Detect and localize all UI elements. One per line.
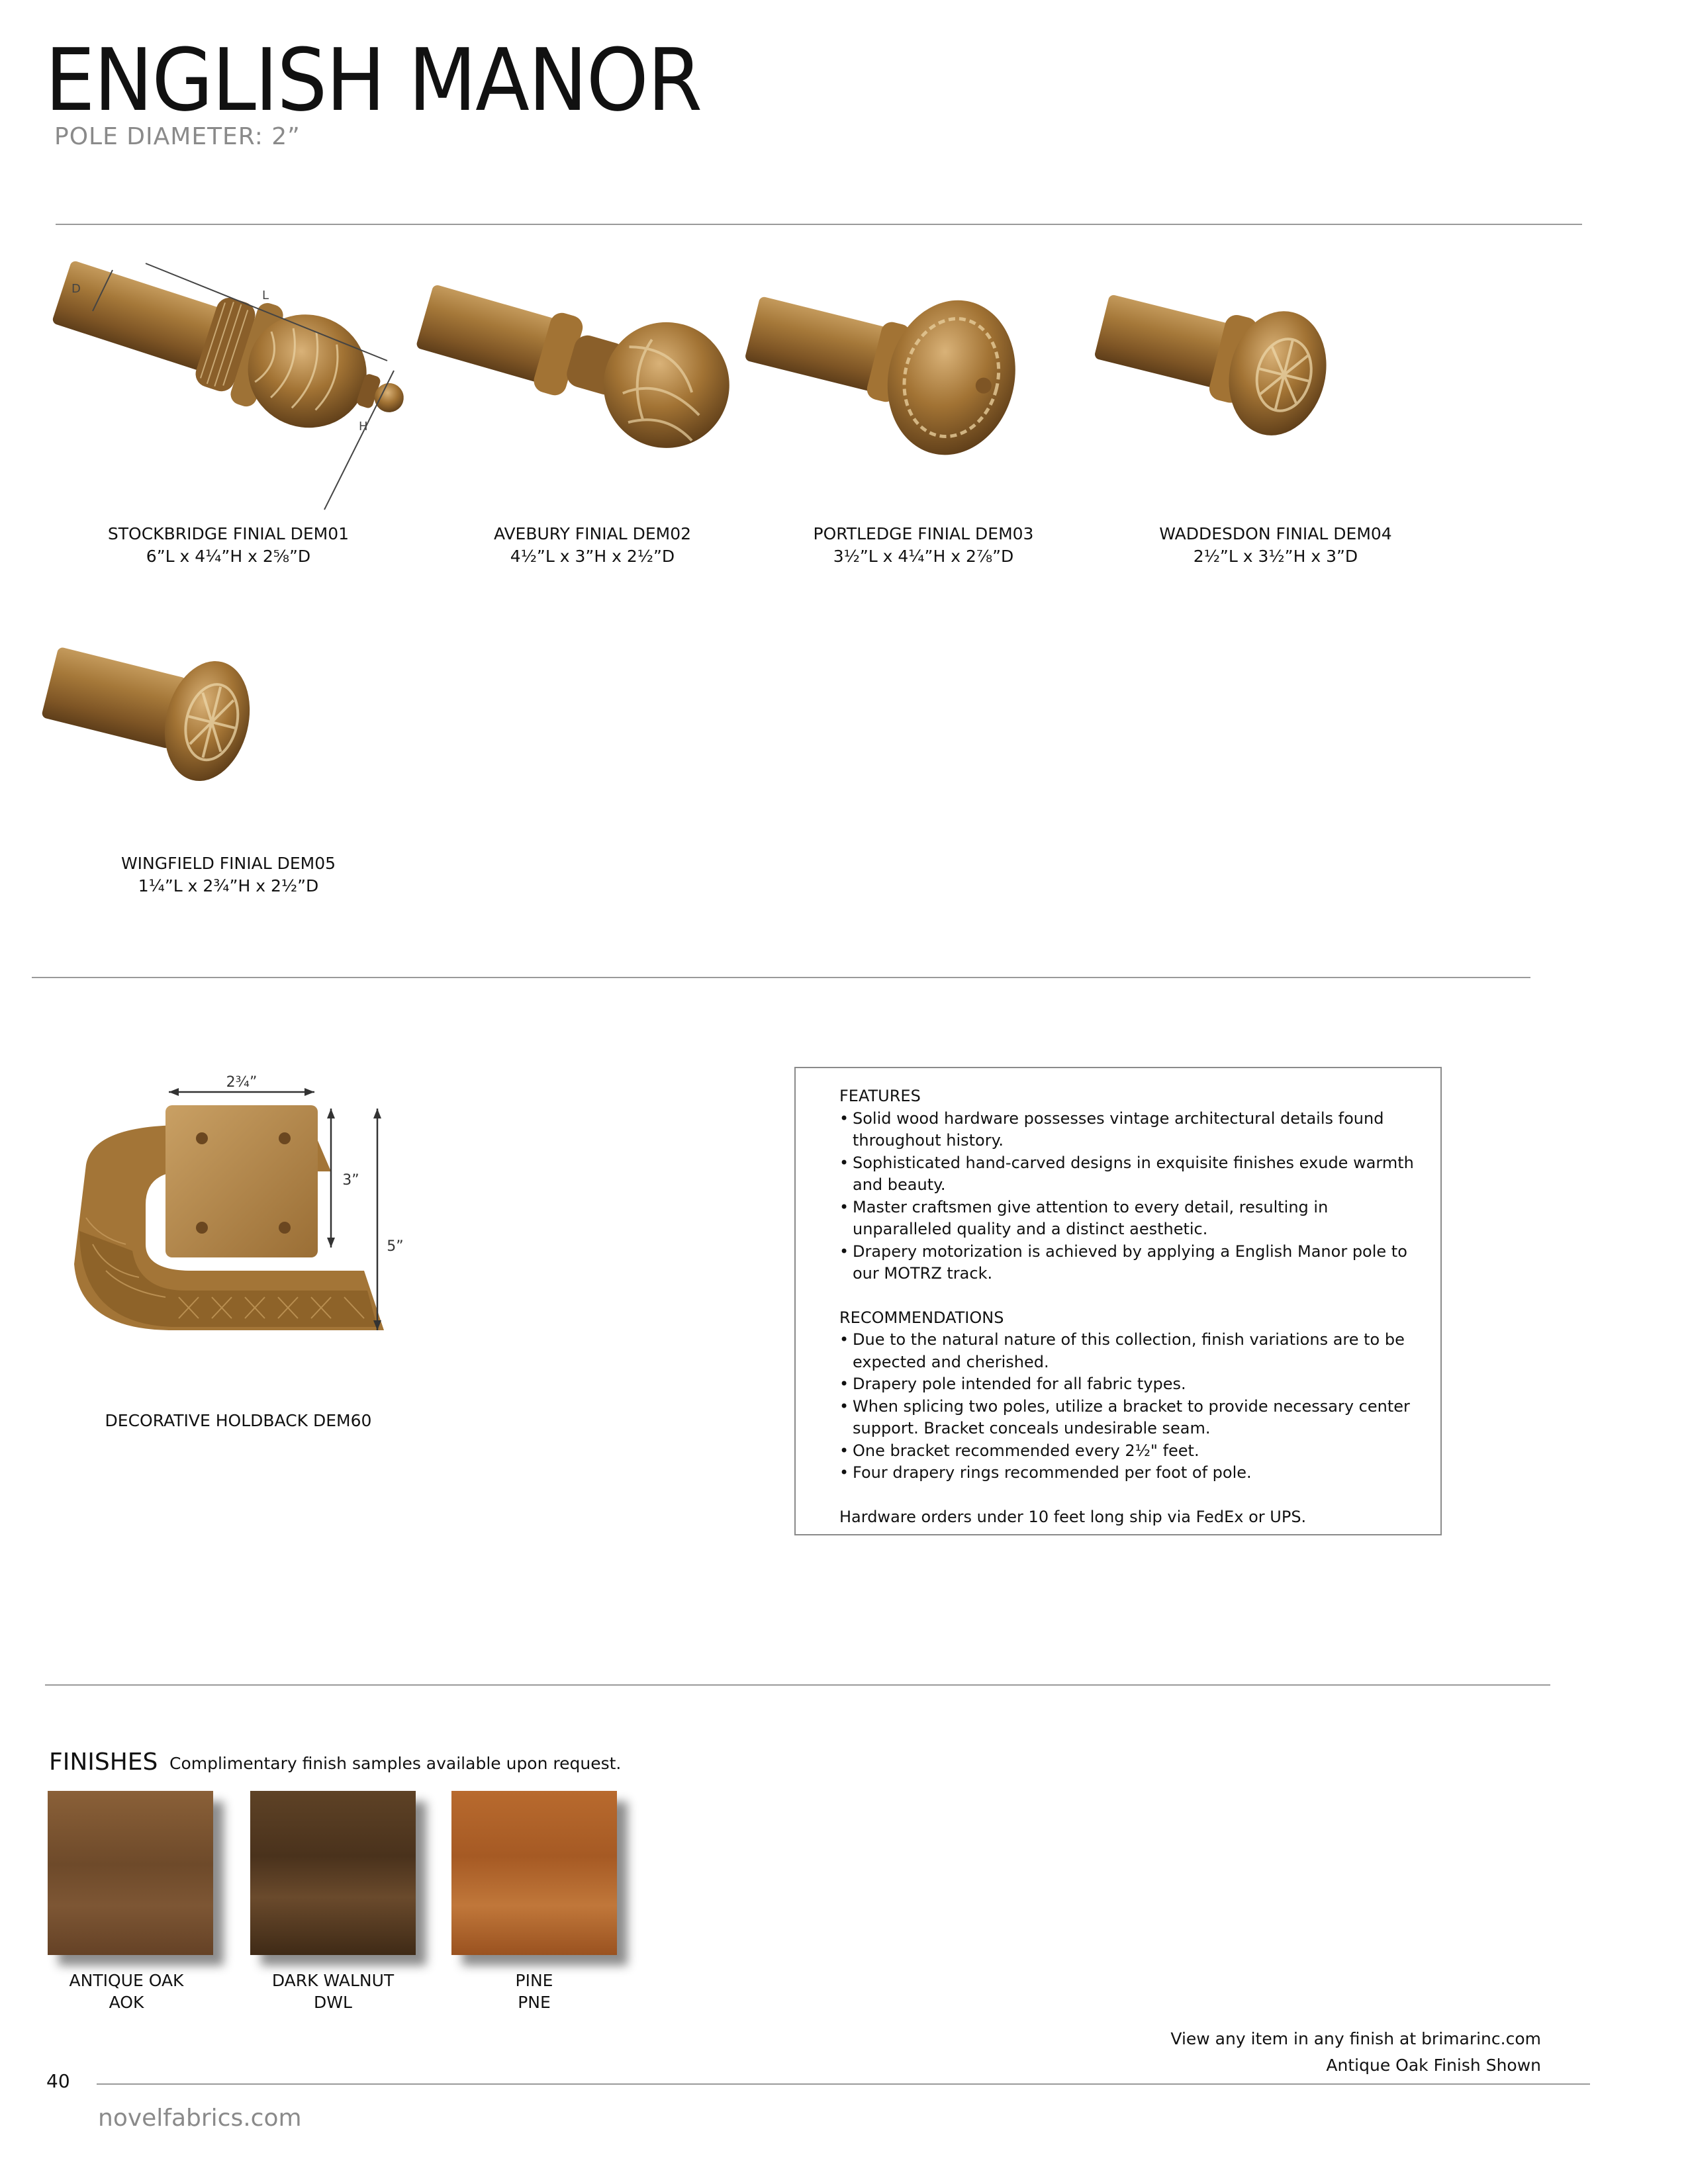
recommendation-item: • When splicing two poles, utilize a bracket to provide necessary center support. Bracket conceals undesirable seam. [839, 1396, 1421, 1440]
finial-name: WADDESDON FINIAL DEM04 [1159, 524, 1392, 543]
finishes-title: FINISHES [49, 1749, 158, 1776]
page-title: ENGLISH MANOR [45, 30, 702, 130]
recommendations-heading: RECOMMENDATIONS [839, 1308, 1004, 1327]
avebury-finial-image [424, 285, 755, 496]
recommendation-item: • Four drapery rings recommended per foot of pole. [839, 1462, 1421, 1484]
swatch-pine [451, 1791, 617, 1955]
stockbridge-finial-image [53, 258, 424, 523]
finial-name: PORTLEDGE FINIAL DEM03 [813, 524, 1034, 543]
finish-name: DARK WALNUT [271, 1971, 395, 1990]
divider-footer [97, 2083, 1590, 2085]
feature-item: • Sophisticated hand-carved designs in exquisite finishes exude warmth and beauty. [839, 1152, 1421, 1197]
finial-caption-2 [460, 523, 725, 568]
swatch-antique-oak [48, 1791, 213, 1955]
finial-dims: 6”L x 4¼”H x 2⅝”D [146, 547, 311, 566]
finish-code: DWL [314, 1993, 352, 2012]
height-label: H [359, 420, 368, 433]
swatch-dark-walnut [250, 1791, 416, 1955]
finish-code: PNE [518, 1993, 551, 2012]
holdback-total-height-label: 5” [387, 1238, 404, 1255]
feature-item: • Solid wood hardware possesses vintage architectural details found throughout history. [839, 1108, 1421, 1152]
finish-code: AOK [109, 1993, 144, 2012]
page-subtitle: POLE DIAMETER: 2” [54, 123, 301, 150]
finial-name: AVEBURY FINIAL DEM02 [493, 524, 692, 543]
finish-name: ANTIQUE OAK [69, 1971, 184, 1990]
recommendation-item: • Due to the natural nature of this collection, finish variations are to be expected and cherished. [839, 1329, 1421, 1373]
swatch-label-antique-oak [44, 1970, 209, 2013]
finishes-note: Complimentary finish samples available upon request. [169, 1754, 622, 1773]
waddesdon-finial-image [1105, 285, 1344, 477]
finial-dims: 1¼”L x 2¾”H x 2½”D [138, 876, 319, 895]
finial-caption-1 [96, 523, 361, 568]
finial-dims: 4½”L x 3”H x 2½”D [510, 547, 675, 566]
divider-middle [32, 977, 1530, 978]
feature-item: • Drapery motorization is achieved by applying a English Manor pole to our MOTRZ track. [839, 1241, 1421, 1285]
finial-dims: 2½”L x 3½”H x 3”D [1193, 547, 1358, 566]
footer-note-finish: Antique Oak Finish Shown [1326, 2056, 1541, 2075]
divider-bottom [45, 1684, 1550, 1686]
site-url: novelfabrics.com [98, 2105, 302, 2132]
feature-item: • Master craftsmen give attention to every detail, resulting in unparalleled quality and a distinct aesthetic. [839, 1197, 1421, 1241]
features-box [794, 1067, 1442, 1535]
depth-label: D [71, 282, 81, 296]
holdback-caption [99, 1410, 377, 1432]
holdback-name: DECORATIVE HOLDBACK DEM60 [105, 1411, 372, 1430]
finial-caption-3 [791, 523, 1056, 568]
finish-name: PINE [515, 1971, 553, 1990]
holdback-width-label: 2¾” [226, 1074, 258, 1091]
page-number: 40 [46, 2070, 70, 2092]
swatch-label-dark-walnut [250, 1970, 416, 2013]
finial-name: WINGFIELD FINIAL DEM05 [120, 854, 336, 873]
footer-note-website: View any item in any finish at brimarinc.com [1170, 2029, 1541, 2048]
shipping-note: Hardware orders under 10 feet long ship via FedEx or UPS. [839, 1507, 1307, 1526]
finial-caption-4 [1143, 523, 1408, 568]
holdback-plate-height-label: 3” [342, 1172, 359, 1189]
wingfield-finial-image [53, 649, 278, 827]
finial-name: STOCKBRIDGE FINIAL DEM01 [107, 524, 350, 543]
recommendations-list [839, 1329, 1421, 1484]
length-label: L [262, 289, 269, 302]
divider-top [56, 224, 1582, 225]
holdback-image [66, 1072, 424, 1390]
features-heading: FEATURES [839, 1087, 921, 1105]
recommendation-item: • Drapery pole intended for all fabric types. [839, 1373, 1421, 1396]
portledge-finial-image [755, 278, 1033, 503]
recommendation-item: • One bracket recommended every 2½" feet. [839, 1440, 1421, 1463]
finial-caption-5 [96, 852, 361, 897]
finial-dims: 3½”L x 4¼”H x 2⅞”D [833, 547, 1014, 566]
swatch-label-pine [451, 1970, 617, 2013]
features-list [839, 1108, 1421, 1285]
